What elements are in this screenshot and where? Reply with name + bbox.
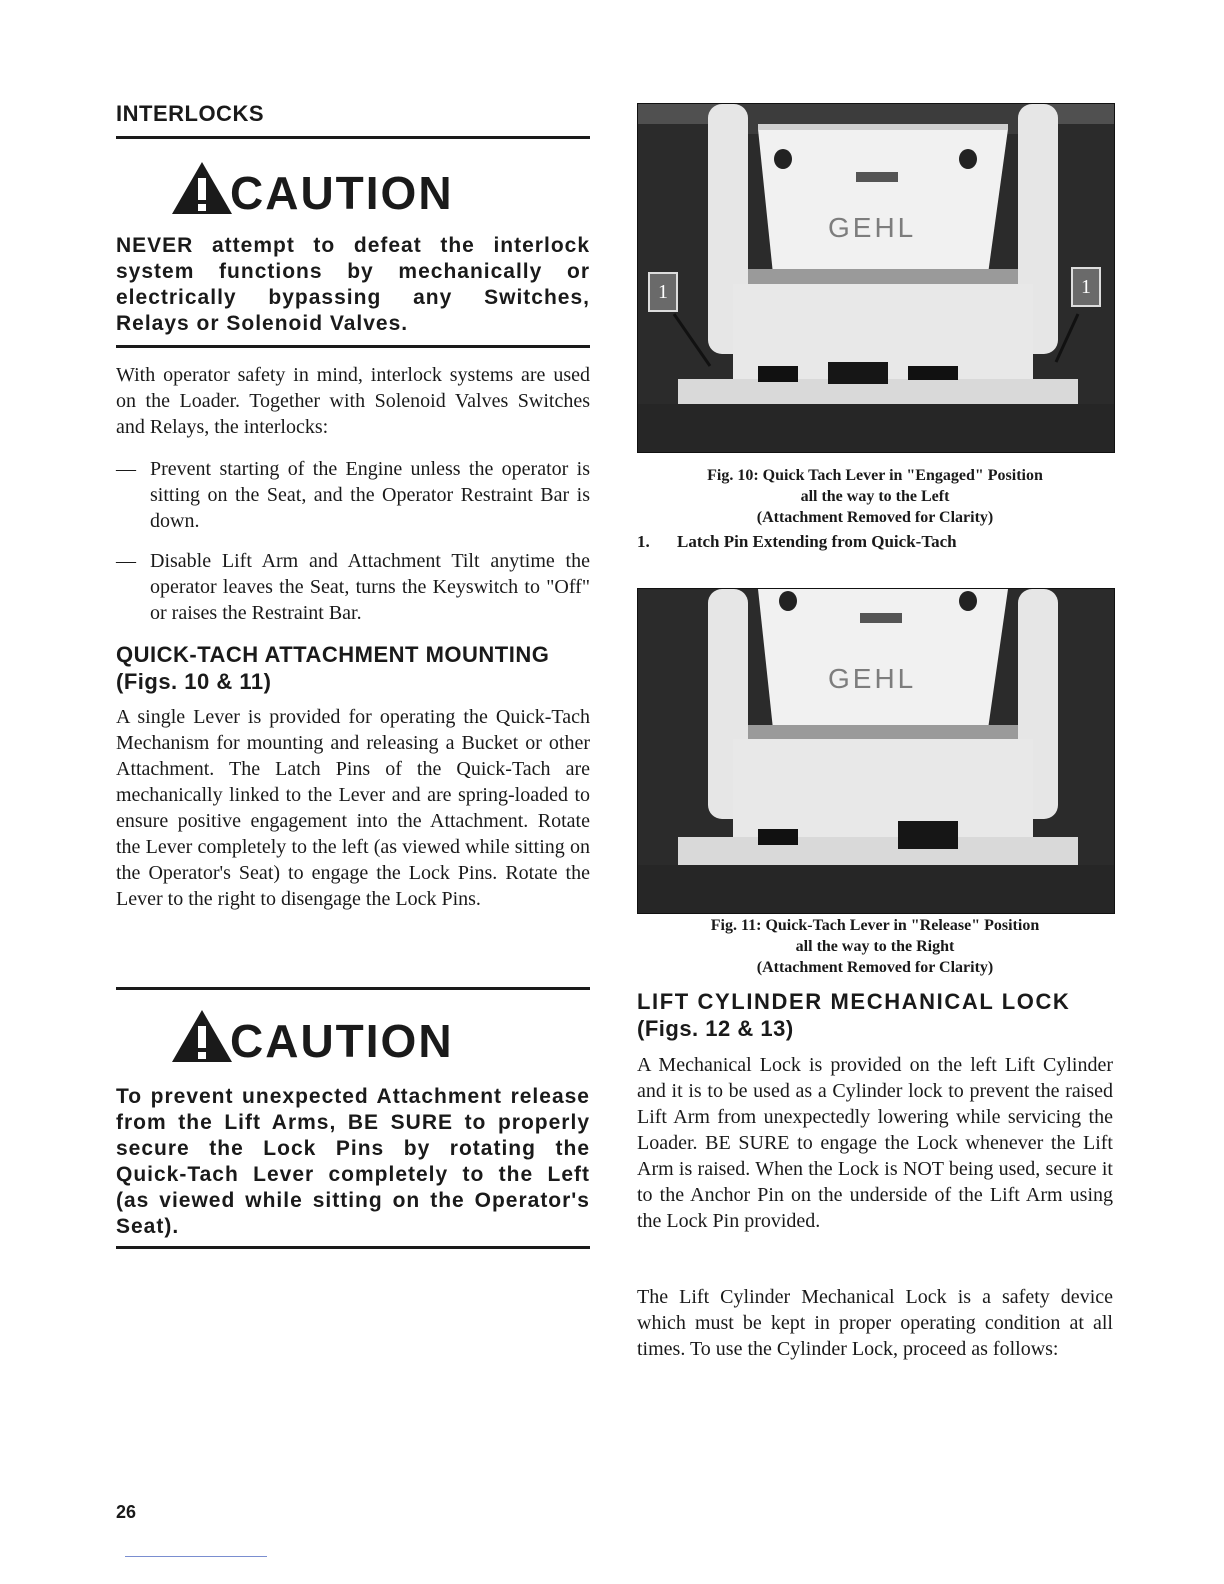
footer-line	[125, 1556, 267, 1557]
heading-line: LIFT CYLINDER MECHANICAL LOCK	[637, 989, 1071, 1014]
heading-line: QUICK-TACH ATTACHMENT MOUNTING	[116, 642, 550, 667]
caution-title: CAUTION	[230, 167, 454, 219]
lift-lock-para-2: The Lift Cylinder Mechanical Lock is a safety device which must be kept in proper operating condition at all times. To use the Cylinder Lock, proceed as follows:	[637, 1286, 1113, 1360]
divider	[116, 987, 590, 990]
figure-11-photo	[637, 588, 1115, 914]
caption-line: Fig. 11: Quick-Tach Lever in "Release" Position	[710, 917, 1040, 934]
callout-label: 1	[1071, 267, 1101, 307]
legend-text: Latch Pin Extending from Quick-Tach	[677, 532, 957, 551]
lift-lock-para-1: A Mechanical Lock is provided on the left Lift Cylinder and it is to be used as a Cylinder lock to prevent the raised Lift Arm from unexpectedly lowering while servicing the Loader. BE SURE to engage the Lock whenever the Lift Arm is raised. When the Lock is NOT being used, secure it to the Anchor Pin on the underside of the Lift Arm using the Lock Pin provided.	[637, 1054, 1113, 1232]
dash-bullet: —	[116, 550, 136, 572]
caution-header	[170, 1008, 454, 1067]
lift-lock-heading	[637, 988, 1113, 1042]
list-item	[116, 548, 590, 626]
quick-tach-release-image	[638, 589, 1114, 913]
caption-line: (Attachment Removed for Clarity)	[756, 509, 994, 526]
gehl-logo: GEHL	[828, 212, 917, 243]
list-item-text: Prevent starting of the Engine unless the operator is sitting on the Seat, and the Operator Restraint Bar is down.	[150, 458, 590, 532]
figure-10-photo	[637, 103, 1115, 453]
caution-message: To prevent unexpected Attachment release from the Lift Arms, BE SURE to properly secure the Lock Pins by rotating the Quick-Tach Lever completely to the Left (as viewed while sitting on the Operator's Seat).	[116, 1085, 590, 1238]
heading-line: (Figs. 12 & 13)	[637, 1016, 794, 1041]
divider	[116, 345, 590, 348]
callout-label: 1	[648, 272, 678, 312]
page-number: 26	[116, 1502, 137, 1522]
warning-triangle-icon	[170, 160, 234, 216]
list-item-text: Disable Lift Arm and Attachment Tilt anytime the operator leaves the Seat, turns the Keyswitch to "Off" or raises the Restraint Bar.	[150, 550, 590, 624]
divider	[116, 136, 590, 139]
quick-tach-body: A single Lever is provided for operating the Quick-Tach Mechanism for mounting and releasing a Bucket or other Attachment. The Latch Pins of the Quick-Tach are mechanically linked to the Lever and are spring-loaded to ensure positive engagement into the Attachment. Rotate the Lever completely to the left (as viewed while sitting on the Operator's Seat) to engage the Lock Pins. Rotate the Lever to the right to disengage the Lock Pins.	[116, 706, 590, 910]
caution-title: CAUTION	[230, 1015, 454, 1067]
quick-tach-heading	[116, 641, 590, 695]
caption-line: (Attachment Removed for Clarity)	[756, 959, 994, 976]
legend-number: 1.	[637, 532, 650, 551]
quick-tach-engaged-image	[638, 104, 1114, 452]
interlocks-heading: INTERLOCKS	[116, 101, 264, 126]
figure-10-caption	[637, 465, 1113, 528]
figure-10-legend	[637, 532, 957, 552]
gehl-logo: GEHL	[828, 663, 917, 694]
list-item	[116, 456, 590, 534]
figure-11-caption	[637, 915, 1113, 978]
caution-header	[170, 160, 454, 219]
divider	[116, 1246, 590, 1249]
caption-line: all the way to the Right	[795, 938, 955, 955]
warning-triangle-icon	[170, 1008, 234, 1064]
interlocks-intro: With operator safety in mind, interlock systems are used on the Loader. Together with Solenoid Valves Switches and Relays, the interlocks:	[116, 364, 590, 438]
dash-bullet: —	[116, 458, 136, 480]
caption-line: all the way to the Left	[800, 488, 950, 505]
heading-line: (Figs. 10 & 11)	[116, 669, 272, 694]
caption-line: Fig. 10: Quick Tach Lever in "Engaged" Position	[707, 467, 1043, 484]
caution-message: NEVER attempt to defeat the interlock system functions by mechanically or electrically bypassing any Switches, Relays or Solenoid Valves.	[116, 234, 590, 335]
